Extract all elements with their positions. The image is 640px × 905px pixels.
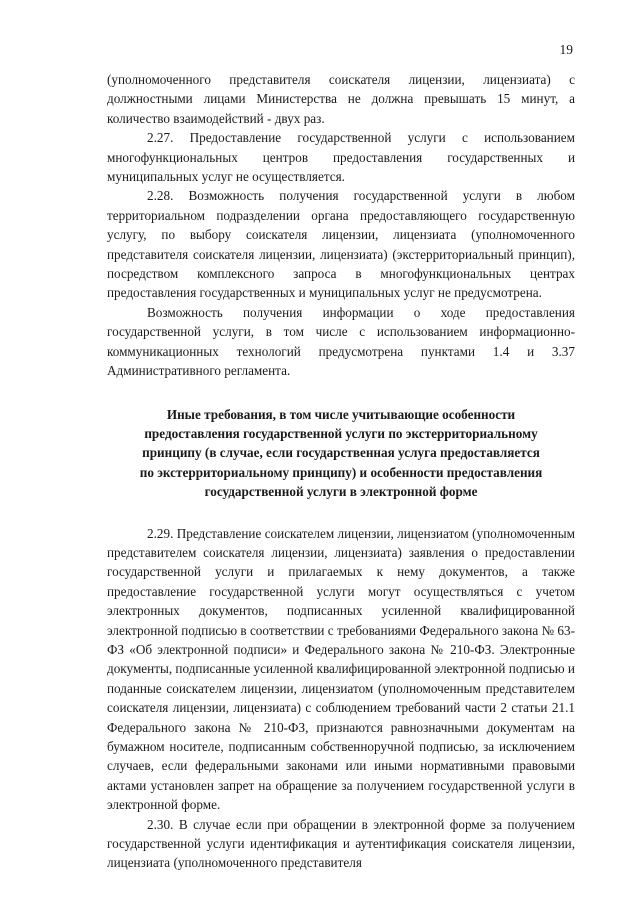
page-number: 19 [559,42,573,57]
document-body [107,70,575,873]
paragraph-2-29: 2.29. Представление соискателем лицензии, лицензиатом (уполномоченным представителем соискателя лицензии, лицензиата) заявления о предоставлении государственной услуги и прилагаемых к нему документов, а также предоставление государственной услуги могут осуществляться с учетом электронных документов, подписанных усиленной квалифицированной электронной подписью в соответствии с требованиями Федерального закона № 63-ФЗ «Об электронной подписи» и Федерального закона № 210-ФЗ. Электронные документы, подписанные усиленной квалифицированной электронной подписью и поданные соискателем лицензии, лицензиатом (уполномоченным представителем соискателя лицензии, лицензиата) с соблюдением требований части 2 статьи 21.1 Федерального закона № 210-ФЗ, признаются равнозначными документам на бумажном носителе, подписанным собственноручной подписью, за исключением случаев, если федеральными законами или иными нормативными правовыми актами установлен запрет на обращение за получением государственной услуги в электронной форме. [107,525,575,813]
paragraph-2-28: 2.28. Возможность получения государственной услуги в любом территориальном подразделении органа предоставляющего государственную услугу, по выбору соискателя лицензии, лицензиата (уполномоченного представителя соискателя лицензии, лицензиата) (экстерриториальный принцип), посредством комплексного запроса в многофункциональных центрах предоставления государственных и муниципальных услуг не предусмотрена. [107,188,575,301]
paragraph-2-27: 2.27. Предоставление государственной услуги с использованием многофункциональных центров предоставления государственных и муниципальных услуг не осуществляется. [107,130,575,185]
section-heading [107,405,575,502]
heading-line: государственной услуги в электронной форме [204,484,478,500]
heading-line: Иные требования, в том числе учитывающие особенности [166,406,516,422]
paragraph-2-30: 2.30. В случае если при обращении в электронной форме за получением государственной услуги идентификация и аутентификация соискателя лицензии, лицензиата (уполномоченного представителя [107,816,575,871]
heading-line: принципу (в случае, если государственная услуга предоставляется [142,445,540,461]
heading-line: по экстерриториальному принципу) и особенности предоставления [139,464,543,480]
paragraph-info-progress: Возможность получения информации о ходе предоставления государственной услуги, в том числе с использованием информационно-коммуникационных технологий предусмотрена пунктами 1.4 и 3.37 Административного регламента. [107,304,575,379]
heading-line: предоставления государственной услуги по экстерриториальному [144,425,538,441]
paragraph-continuation: (уполномоченного представителя соискателя лицензии, лицензиата) с должностными лицами Министерства не должна превышать 15 минут, а количество взаимодействий - двух раз. [107,72,575,126]
